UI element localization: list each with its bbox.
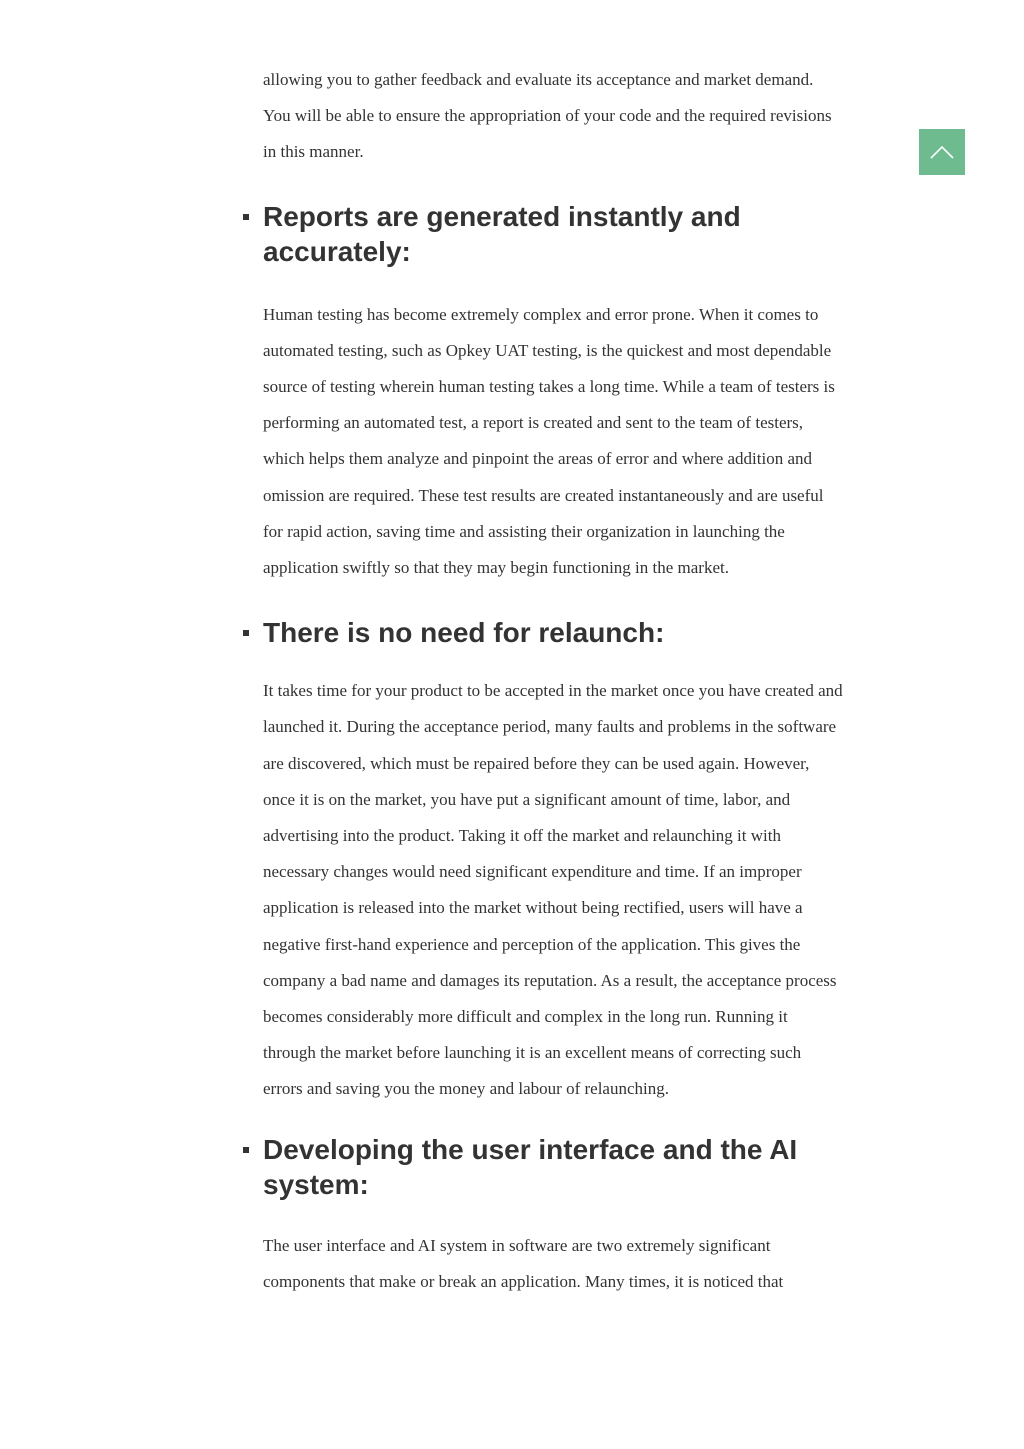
intro-paragraph: allowing you to gather feedback and evaluate its acceptance and market demand. You will be able to ensure the appropriation of your code and the required revisions in this manner. xyxy=(263,70,832,162)
bullet-icon xyxy=(243,1147,249,1153)
bullet-icon xyxy=(243,630,249,636)
section-paragraph-ui-ai: The user interface and AI system in software are two extremely significant components that make or break an application. Many times, it is noticed that xyxy=(263,1235,784,1291)
section-heading-text: Developing the user interface and the AI system: xyxy=(263,1133,798,1200)
section-heading-relaunch xyxy=(263,615,843,650)
section-heading-reports xyxy=(263,199,843,269)
bullet-icon xyxy=(243,214,249,220)
article-body xyxy=(263,62,843,1300)
section-paragraph-relaunch: It takes time for your product to be accepted in the market once you have created and launched it. During the acceptance period, many faults and problems in the software are discovered, which must be repaired before they can be used again. However, once it is on the market, you have put a significant amount of time, labor, and advertising into the product. Taking it off the market and relaunching it with necessary changes would need significant expenditure and time. If an improper application is released into the market without being rectified, users will have a negative first-hand experience and perception of the application. This gives the company a bad name and damages its reputation. As a result, the acceptance process becomes considerably more difficult and complex in the long run. Running it through the market before launching it is an excellent means of correcting such errors and saving you the money and labour of relaunching. xyxy=(263,681,843,1099)
section-paragraph-reports: Human testing has become extremely complex and error prone. When it comes to automated testing, such as Opkey UAT testing, is the quickest and most dependable source of testing wherein human testing takes a long time. While a team of testers is performing an automated test, a report is created and sent to the team of testers, which helps them analyze and pinpoint the areas of error and where addition and omission are required. These test results are created instantaneously and are useful for rapid action, saving time and assisting their organization in launching the application swiftly so that they may begin functioning in the market. xyxy=(263,304,835,578)
back-to-top-button[interactable] xyxy=(919,129,965,175)
section-heading-text: Reports are generated instantly and accurately: xyxy=(263,200,741,267)
section-heading-text: There is no need for relaunch: xyxy=(263,617,665,649)
section-heading-ui-ai xyxy=(263,1132,843,1202)
chevron-up-icon xyxy=(930,145,954,159)
